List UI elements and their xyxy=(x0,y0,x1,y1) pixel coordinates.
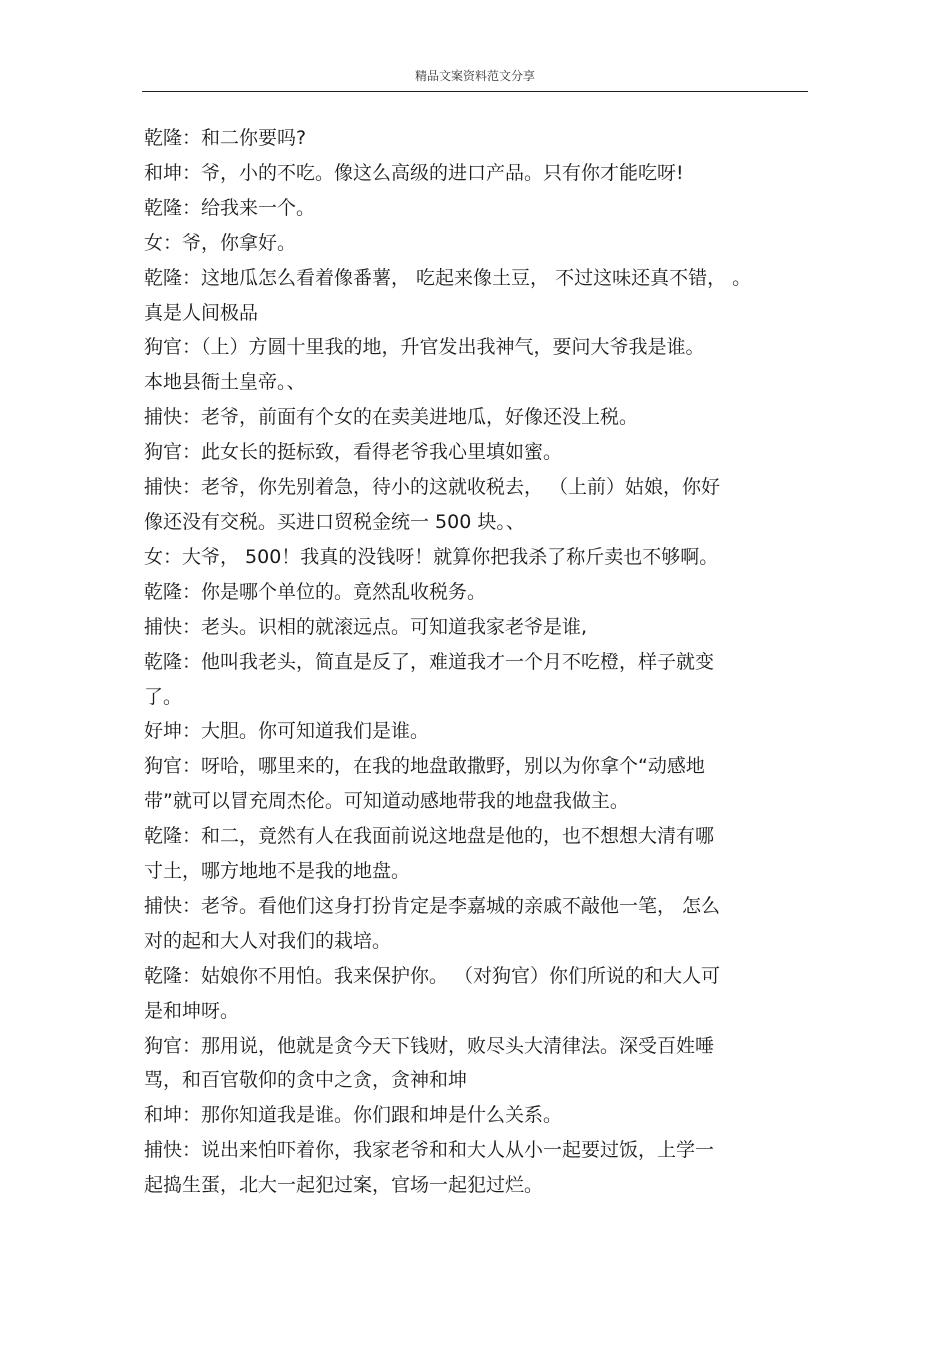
text-line: 好坤：大胆。你可知道我们是谁。 xyxy=(144,720,430,743)
text-line: 起捣生蛋，北大一起犯过案，官场一起犯过烂。 xyxy=(144,1174,544,1197)
text-line: 寸土，哪方地地不是我的地盘。 xyxy=(144,860,411,883)
text-line: 是和坤呀。 xyxy=(144,999,240,1022)
text-line: 女：爷，你拿好。 xyxy=(144,231,297,254)
dialogue-body xyxy=(144,121,808,1203)
text-line: 狗官：那用说，他就是贪今天下钱财，败尽头大清律法。深受百姓唾 xyxy=(144,1034,715,1057)
text-line: 乾隆：给我来一个。 xyxy=(144,196,316,219)
text-line: 和坤：那你知道我是谁。你们跟和坤是什么关系。 xyxy=(144,1104,563,1127)
text-line: 带”就可以冒充周杰伦。可知道动感地带我的地盘我做主。 xyxy=(144,790,629,813)
text-line: 狗官：呀哈，哪里来的，在我的地盘敢撒野，别以为你拿个“动感地 xyxy=(144,755,705,778)
text-line: 了。 xyxy=(144,685,183,708)
text-line: 捕快：老爷，前面有个女的在卖美进地瓜，好像还没上税。 xyxy=(144,406,639,429)
text-line: 对的起和大人对我们的栽培。 xyxy=(144,929,392,952)
text-line: 乾隆：你是哪个单位的。竟然乱收税务。 xyxy=(144,580,487,603)
text-line: 像还没有交税。买进口贸税金统一 500 块。、 xyxy=(144,510,525,533)
text-line: 乾隆：这地瓜怎么看着像番薯， 吃起来像土豆， 不过这味还真不错， 。 xyxy=(144,266,752,289)
text-line: 捕快：老爷。看他们这身打扮肯定是李嘉城的亲戚不敲他一笔， 怎么 xyxy=(144,894,721,917)
text-line: 女：大爷， 500！我真的没钱呀！就算你把我杀了称斤卖也不够啊。 xyxy=(144,545,719,568)
text-line: 乾隆：姑娘你不用怕。我来保护你。 （对狗官）你们所说的和大人可 xyxy=(144,964,721,987)
text-line: 捕快：老头。识相的就滚远点。可知道我家老爷是谁, xyxy=(144,615,588,638)
text-line: 狗官：（上）方圆十里我的地，升官发出我神气，要问大爷我是谁。 xyxy=(144,336,705,359)
text-line: 乾隆：他叫我老头，简直是反了，难道我才一个月不吃橙，样子就变 xyxy=(144,650,715,673)
text-line: 乾隆：和二，竟然有人在我面前说这地盘是他的，也不想想大清有哪 xyxy=(144,825,715,848)
text-line: 捕快：老爷，你先别着急，待小的这就收税去， （上前）姑娘，你好 xyxy=(144,476,721,499)
text-line: 骂，和百官敬仰的贪中之贪，贪神和坤 xyxy=(144,1069,468,1092)
text-line: 真是人间极品 xyxy=(144,301,259,324)
header-divider xyxy=(142,91,808,92)
text-line: 和坤：爷，小的不吃。像这么高级的进口产品。只有你才能吃呀! xyxy=(144,161,684,184)
page-header: 精品文案资料范文分享 xyxy=(414,69,535,83)
text-line: 捕快：说出来怕吓着你，我家老爷和和大人从小一起要过饭，上学一 xyxy=(144,1139,715,1162)
text-line: 狗官：此女长的挺标致，看得老爷我心里填如蜜。 xyxy=(144,441,563,464)
text-line: 乾隆：和二你要吗? xyxy=(144,127,307,149)
text-line: 本地县衙土皇帝。、 xyxy=(144,371,306,394)
